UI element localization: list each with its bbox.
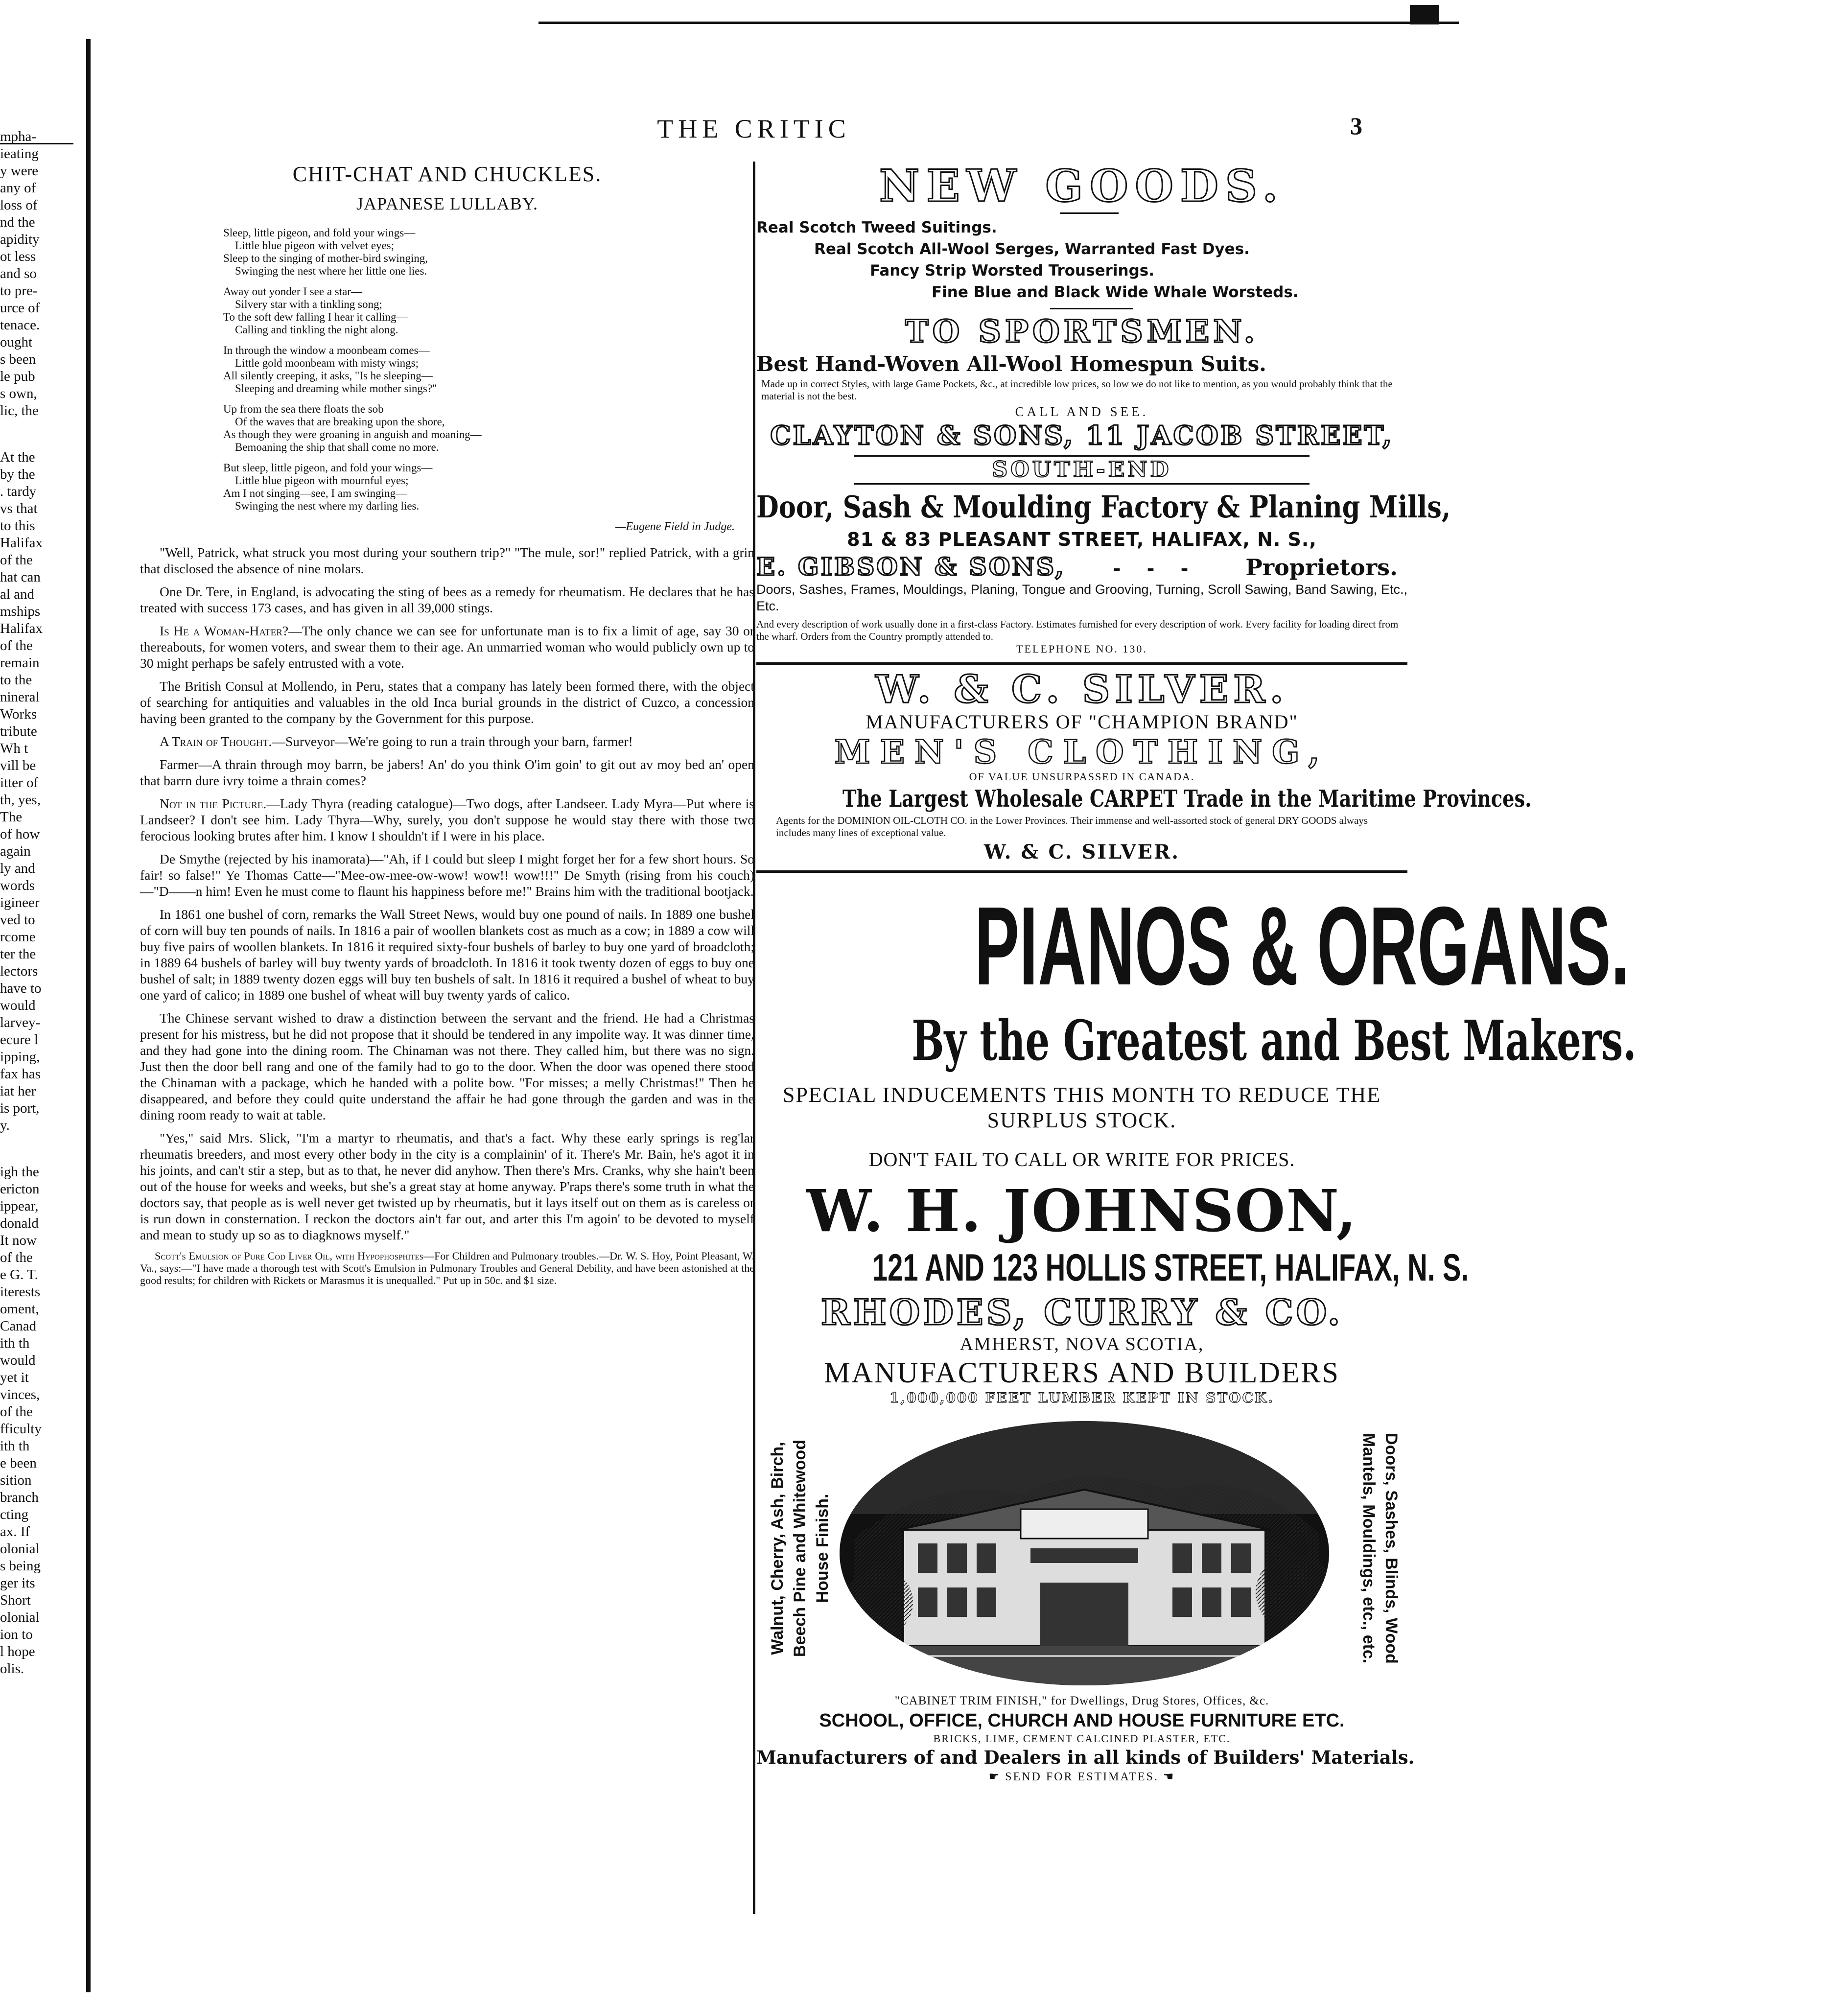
ad-gibson-proprietors: Proprietors. bbox=[1245, 554, 1398, 581]
fragment-line: by the bbox=[0, 467, 35, 482]
poem-title: JAPANESE LULLABY. bbox=[356, 194, 538, 213]
fragment-line: nd the bbox=[0, 214, 35, 230]
fragment-line: le pub bbox=[0, 369, 35, 384]
poem-line: Silvery star with a tinkling song; bbox=[235, 298, 382, 310]
poem-line: Sleep to the singing of mother-bird swinging, bbox=[223, 252, 428, 264]
fragment-line: would bbox=[0, 1353, 36, 1368]
ad-homespun: Best Hand-Woven All-Wool Homespun Suits. bbox=[756, 352, 1266, 376]
ad-new-goods bbox=[756, 162, 1407, 452]
fragment-line: of the bbox=[0, 638, 33, 653]
fragment-line: olis. bbox=[0, 1661, 24, 1677]
ad-line: Real Scotch All-Wool Serges, Warranted Fast Dyes. bbox=[814, 240, 1250, 258]
poem-line: To the soft dew falling I hear it calling— bbox=[223, 311, 408, 323]
ad-call: CALL AND SEE. bbox=[1015, 404, 1149, 419]
paragraph-bee-stings: One Dr. Tere, in England, is advocating the sting of bees as a remedy for rheumatism. He declares that he has treated with success 173 cases, and has given in all 39,000 stings. bbox=[140, 584, 754, 615]
fragment-line: mpha- bbox=[0, 129, 37, 144]
fragment-line: ipping, bbox=[0, 1049, 40, 1065]
fragment-line: y were bbox=[0, 163, 39, 179]
poem-line: Little gold moonbeam with misty wings; bbox=[235, 357, 419, 369]
paragraph-mrs-slick: "Yes," said Mrs. Slick, "I'm a martyr to rheumatis, and that's a fact. Why these early springs is reg'lar rheumatis breeders, and most every other body in the city is a complainin' of it. There's Mr. Bain, he's agot it in his joints, and can't stir a step, but as to that, he never did anyhow. Then there's Mrs. Cranks, why she hain't been out of the house for weeks and weeks, but she's a great stay at home anyway. P'raps there's some truth in what the doctors say, that people as is well never get twisted up by rheumatis, but it lays itself out on them as is careless or is run down in consternation. I reckon the doctors ain't far out, and arter this I'm agoin' to be devoted to myself and mean to study up so as to diagknows myself." bbox=[140, 1130, 754, 1242]
cropped-adjacent-column bbox=[0, 128, 83, 1678]
fragment-line: tribute bbox=[0, 723, 37, 739]
poem-line: But sleep, little pigeon, and fold your wings— bbox=[223, 462, 433, 474]
fragment-line: s been bbox=[0, 351, 36, 367]
fragment-line: any of bbox=[0, 180, 36, 196]
ad-rhodes-estimates: SEND FOR ESTIMATES. bbox=[1005, 1771, 1159, 1783]
ad-separator bbox=[756, 870, 1407, 873]
advertisements-column bbox=[756, 160, 1637, 1784]
fragment-line: Halifax bbox=[0, 535, 43, 551]
paragraph-heading: Is He a Woman-Hater? bbox=[160, 623, 289, 638]
fragment-line: would bbox=[0, 998, 36, 1013]
ad-rhodes-right-side-text: Doors, Sashes, Blinds, Wood Mantels, Mouldings, etc., etc. bbox=[1359, 1433, 1401, 1664]
ad-gibson-telephone: TELEPHONE NO. 130. bbox=[1016, 643, 1147, 655]
ad-rhodes-location: AMHERST, NOVA SCOTIA, bbox=[959, 1334, 1204, 1354]
ad-johnson-address-row bbox=[756, 1244, 1469, 1291]
fragment-line: yet it bbox=[0, 1370, 29, 1385]
fragment-line: of how bbox=[0, 826, 40, 842]
paragraph-chinese-servant: The Chinese servant wished to draw a distinction between the servant and the friend. He had a Christmas present for his mistress, but he did not propose that it should be tendered in any impolite way. It was dinner time, and they had gone into the dining room. The Chinaman was not there. They called him, but there was no sign. Just then the door bell rang and one of the family had to go to the door. When the door was opened there stood the Chinaman with a package, which he handed with a polite bow. "For misses; a melly Christmas!" Then he disappeared, and before they could quite understand the affair he had gone through the garden and was in the dining room ready to wait at table. bbox=[140, 1010, 754, 1122]
fragment-line: of the bbox=[0, 552, 33, 568]
fragment-line: iat her bbox=[0, 1083, 36, 1099]
fragment-line: s own, bbox=[0, 386, 37, 401]
ad-silver-carpet-row bbox=[756, 783, 1532, 815]
ad-clayton: CLAYTON & SONS, 11 JACOB STREET, bbox=[770, 420, 1394, 451]
ad-johnson-special: SPECIAL INDUCEMENTS THIS MONTH TO REDUCE THE SURPLUS STOCK. bbox=[782, 1083, 1381, 1132]
paragraph-picture bbox=[140, 795, 754, 844]
poem-line: All silently creeping, it asks, "Is he sleeping— bbox=[223, 370, 433, 382]
poem-line: Little blue pigeon with velvet eyes; bbox=[235, 239, 395, 252]
ad-gibson-headline bbox=[756, 488, 1451, 527]
ad-silver-value: OF VALUE UNSURPASSED IN CANADA. bbox=[969, 770, 1195, 783]
fragment-line: lectors bbox=[0, 963, 38, 979]
fragment-line: vill be bbox=[0, 758, 36, 773]
poem-stanza bbox=[223, 403, 754, 454]
fragment-line: ought bbox=[0, 334, 33, 350]
ad-south-end: SOUTH-END bbox=[854, 455, 1310, 485]
fragment-line: branch bbox=[0, 1490, 39, 1505]
fragment-line: mships bbox=[0, 604, 41, 619]
ad-silver-title: W. & C. SILVER. bbox=[875, 667, 1288, 712]
poem-line: Am I not singing—see, I am swinging— bbox=[223, 487, 407, 499]
ad-gibson-services: Doors, Sashes, Frames, Mouldings, Planing, Tongue and Grooving, Turning, Scroll Sawing, Band Sawing, Etc., Etc. bbox=[756, 582, 1407, 613]
fragment-line: ot less bbox=[0, 249, 36, 264]
fragment-line: vs that bbox=[0, 501, 38, 516]
ad-line: Fancy Strip Worsted Trouserings. bbox=[870, 262, 1154, 280]
paragraph-inca: The British Consul at Mollendo, in Peru, states that a company has lately been formed there, with the object of searching for antiquities and valuables in the old Inca burial grounds in the district of Cuzco, a concession having been granted to the company by the Government for this purpose. bbox=[140, 678, 754, 726]
ad-gibson-dashes: - - - bbox=[1113, 558, 1198, 580]
fragment-line: sition bbox=[0, 1472, 32, 1488]
divider bbox=[1050, 308, 1133, 309]
ad-johnson-makers-row bbox=[756, 1009, 1637, 1073]
ad-title-new-goods: NEW GOODS. bbox=[879, 160, 1285, 212]
poem-line: Swinging the nest where her little one lies. bbox=[235, 265, 427, 277]
ad-separator bbox=[756, 662, 1407, 665]
fragment-line: itter of bbox=[0, 775, 39, 791]
fragment-line: ax. If bbox=[0, 1524, 30, 1540]
fragment-line: iterests bbox=[0, 1284, 41, 1300]
paragraph-heading: A Train of Thought. bbox=[160, 734, 272, 749]
paragraph-train bbox=[140, 733, 754, 749]
fragment-line: igineer bbox=[0, 895, 40, 910]
ad-johnson-headline: PIANOS & ORGANS. bbox=[974, 884, 1630, 1008]
ad-johnson-headline-row bbox=[756, 884, 1630, 1008]
divider bbox=[1060, 212, 1119, 214]
poem-line: Bemoaning the ship that shall come no more. bbox=[235, 441, 439, 453]
paragraph-body: —For Children and Pulmonary troubles.—Dr. W. S. Hoy, Point Pleasant, W. Va., says:—"I have made a thorough test with Scott's Emulsion in Pulmonary Troubles and General Debility, and have been astonished at the good results; for children with Rickets or Marasmus it is unequalled." Put up in 50c. and $1 size. bbox=[140, 1250, 754, 1286]
fragment-line: l hope bbox=[0, 1644, 35, 1659]
ad-rhodes-lumber: 1,000,000 FEET LUMBER KEPT IN STOCK. bbox=[889, 1390, 1274, 1406]
fragment-line: At the bbox=[0, 449, 35, 465]
ad-title-sportsmen: TO SPORTSMEN. bbox=[905, 313, 1259, 350]
fragment-line: s being bbox=[0, 1558, 41, 1574]
fragment-line: e G. T. bbox=[0, 1267, 38, 1283]
poem-stanza bbox=[223, 227, 754, 278]
fragment-line: y. bbox=[0, 1118, 10, 1133]
ad-rhodes-furniture: SCHOOL, OFFICE, CHURCH AND HOUSE FURNITURE ETC. bbox=[819, 1710, 1345, 1731]
poem-stanza bbox=[223, 344, 754, 395]
poem-attribution: —Eugene Field in Judge. bbox=[615, 520, 735, 533]
ad-rhodes-cabinet: "CABINET TRIM FINISH," for Dwellings, Drug Stores, Offices, &c. bbox=[894, 1694, 1269, 1707]
poem-line: Swinging the nest where my darling lies. bbox=[235, 500, 420, 512]
fragment-line: ith th bbox=[0, 1438, 30, 1454]
fragment-line: Short bbox=[0, 1592, 31, 1608]
fragment-line: nineral bbox=[0, 689, 40, 705]
fragment-line: of the bbox=[0, 1404, 33, 1420]
paragraph-body: —The only chance we can see for unfortunate man is to fix a limit of age, say 30 or thereabouts, for women voters, and swear them to their age. An unmarried woman who would publicly own up to 30 might perhaps be safely entrusted with a vote. bbox=[140, 623, 754, 671]
ad-silver-signature: W. & C. SILVER. bbox=[983, 840, 1180, 863]
fragment-line: ecure l bbox=[0, 1032, 39, 1048]
fragment-line: ion to bbox=[0, 1627, 33, 1642]
fragment-line: is port, bbox=[0, 1100, 40, 1116]
ad-gibson-firm: E. GIBSON & SONS, bbox=[756, 552, 1066, 581]
fragment-line: have to bbox=[0, 980, 42, 996]
page-number: 3 bbox=[1350, 112, 1362, 140]
ad-silver-manufacturers: MANUFACTURERS OF "CHAMPION BRAND" bbox=[866, 711, 1298, 733]
masthead-title: THE CRITIC bbox=[657, 114, 851, 143]
poem-line: Up from the sea there floats the sob bbox=[223, 403, 384, 415]
fragment-line: tenace. bbox=[0, 317, 40, 333]
fragment-line: th, yes, bbox=[0, 792, 41, 808]
paragraph-patrick: "Well, Patrick, what struck you most during your southern trip?" "The mule, sor!" replied Patrick, with a grin that disclosed the absence of nine molars. bbox=[140, 545, 754, 576]
chit-chat-column bbox=[140, 162, 754, 1293]
poem-line: Little blue pigeon with mournful eyes; bbox=[235, 474, 409, 487]
fragment-line: ieating bbox=[0, 146, 39, 162]
section-title: CHIT-CHAT AND CHUCKLES. bbox=[292, 162, 602, 186]
fragment-line: again bbox=[0, 843, 31, 859]
fragment-line: It now bbox=[0, 1233, 37, 1248]
poem-stanza bbox=[223, 285, 754, 336]
paragraph-woman-hater bbox=[140, 623, 754, 671]
ad-rhodes-illustration-block bbox=[756, 1416, 1407, 1690]
fragment-line: to pre- bbox=[0, 283, 38, 299]
paragraph-body: —Lady Thyra (reading catalogue)—Two dogs, after Landseer. Lady Myra—Put where is Landseer? I don't see him. Lady Thyra—Why, surely, you don't suppose he would stay there with those two ferocious looking brutes after him. I know I shouldn't if I were in his place. bbox=[140, 796, 754, 843]
poem-line: In through the window a moonbeam comes— bbox=[223, 344, 430, 356]
fragment-line: al and bbox=[0, 586, 35, 602]
ad-gibson-headline-text: Door, Sash & Moulding Factory & Planing Mills, bbox=[756, 489, 1451, 525]
pointing-hand-icon: ☛ bbox=[988, 1771, 1001, 1783]
fragment-line: igh the bbox=[0, 1164, 39, 1180]
ad-johnson-address: 121 AND 123 HOLLIS STREET, HALIFAX, N. S. bbox=[872, 1246, 1469, 1289]
ad-line: Fine Blue and Black Wide Whale Worsteds. bbox=[932, 283, 1299, 301]
fragment-line: ippear, bbox=[0, 1198, 39, 1214]
ad-silver-agents: Agents for the DOMINION OIL-CLOTH CO. in the Lower Provinces. Their immense and well-assorted stock of general DRY GOODS always includes many lines of exceptional value. bbox=[776, 815, 1368, 839]
ad-johnson-name: W. H. JOHNSON, bbox=[806, 1177, 1357, 1245]
fragment-line: Works bbox=[0, 706, 37, 722]
fragment-line: ericton bbox=[0, 1181, 40, 1197]
fragment-line: fficulty bbox=[0, 1421, 42, 1437]
ad-gibson bbox=[756, 455, 1451, 655]
ad-gibson-firm-row bbox=[756, 552, 1407, 581]
fragment-line: larvey- bbox=[0, 1015, 41, 1030]
fragment-line: Canad bbox=[0, 1318, 37, 1334]
ad-rhodes-estimates-row bbox=[756, 1770, 1407, 1784]
fragment-line: oment, bbox=[0, 1301, 39, 1317]
fragment-line: remain bbox=[0, 655, 40, 671]
fragment-gap bbox=[0, 420, 83, 449]
ad-silver-carpet: The Largest Wholesale CARPET Trade in the Maritime Provinces. bbox=[842, 785, 1532, 813]
poem-line: Sleeping and dreaming while mother sings?" bbox=[235, 382, 437, 395]
ad-gibson-fine: And every description of work usually done in a first-class Factory. Estimates furnished for every description of work. Every facility for loading direct from the wharf. Orders from the Country promptly attended to. bbox=[756, 618, 1399, 642]
poem-stanza bbox=[223, 462, 754, 513]
poem-line: Calling and tinkling the night along. bbox=[235, 324, 398, 336]
fragment-line: vinces, bbox=[0, 1387, 40, 1402]
binding-rule bbox=[86, 39, 91, 1992]
poem-line: Away out yonder I see a star— bbox=[223, 285, 363, 298]
ad-johnson-dont-fail: DON'T FAIL TO CALL OR WRITE FOR PRICES. bbox=[868, 1148, 1295, 1170]
fragment-line: The bbox=[0, 809, 23, 825]
fragment-line: apidity bbox=[0, 232, 40, 247]
fragment-line: Wh t bbox=[0, 741, 28, 756]
ad-rhodes-bricks: BRICKS, LIME, CEMENT CALCINED PLASTER, ETC. bbox=[933, 1732, 1231, 1745]
fragment-line: and so bbox=[0, 266, 37, 281]
ad-rhodes-dealers: Manufacturers of and Dealers in all kinds of Builders' Materials. bbox=[756, 1747, 1415, 1768]
paragraph-prices: In 1861 one bushel of corn, remarks the Wall Street News, would buy one pound of nails. In 1889 one bushel of corn will buy ten pounds of nails. In 1816 a pair of woollen blankets cost as much as a cow; in 1889 a cow will buy five pairs of woollen blankets. In 1816 it required sixty-four bushels of barley to buy one yard of broadcloth; in 1889 64 bushels of barley will buy twenty yards of broadcloth. In 1816 it took twenty dozen of eggs to buy one bushel of salt; in 1889 twenty dozen eggs will buy ten bushels of salt. In 1816 it required a bushel of wheat to buy one yard of calico; in 1889 one bushel of wheat will buy twenty yards of calico. bbox=[140, 907, 754, 1003]
fragment-line: words bbox=[0, 878, 35, 893]
fragment-line: to this bbox=[0, 518, 35, 534]
fragment-line: of the bbox=[0, 1250, 33, 1265]
fragment-line: fax has bbox=[0, 1066, 41, 1082]
ad-fine-print: Made up in correct Styles, with large Game Pockets, &c., at incredible low prices, so low we do not like to mention, as you would probably think that the material is not the best. bbox=[761, 378, 1393, 402]
ad-rhodes bbox=[756, 1291, 1415, 1784]
fragment-line: to the bbox=[0, 672, 32, 688]
fragment-line: donald bbox=[0, 1215, 39, 1231]
fragment-line: Halifax bbox=[0, 621, 43, 636]
fragment-gap bbox=[0, 1134, 83, 1164]
paragraph-scotts-emulsion bbox=[140, 1250, 754, 1286]
fragment-line: . tardy bbox=[0, 484, 37, 499]
ad-johnson bbox=[756, 884, 1637, 1291]
ad-gibson-address: 81 & 83 PLEASANT STREET, HALIFAX, N. S., bbox=[847, 529, 1317, 550]
fragment-line: ly and bbox=[0, 861, 35, 876]
pointing-hand-icon: ☚ bbox=[1163, 1771, 1175, 1783]
fragment-line: cting bbox=[0, 1507, 28, 1522]
paragraph-farmer: Farmer—A thrain through moy barrn, be jabers! An' do you think O'im goin' to git out av moy bed an' open that barrn dure ivry toime a thrain comes? bbox=[140, 757, 754, 788]
ad-silver bbox=[756, 667, 1532, 865]
top-rule-thick bbox=[1410, 5, 1439, 24]
ad-rhodes-left-side-text: Walnut, Cherry, Ash, Birch, Beech Pine and Whitewood House Finish. bbox=[768, 1440, 832, 1657]
paragraph-heading: Scott's Emulsion of Pure Cod Liver Oil, with Hypophosphites bbox=[155, 1250, 424, 1262]
ad-rhodes-left-side bbox=[766, 1421, 832, 1676]
fragment-line: ved to bbox=[0, 912, 35, 928]
paragraph-heading: Not in the Picture. bbox=[160, 796, 267, 811]
fragment-line: hat can bbox=[0, 569, 41, 585]
ad-rhodes-right-side bbox=[1349, 1421, 1403, 1676]
poem-line: Of the waves that are breaking upon the shore, bbox=[235, 416, 445, 428]
fragment-line: ith th bbox=[0, 1335, 30, 1351]
fragment-line: olonial bbox=[0, 1541, 40, 1557]
fragment-line: urce of bbox=[0, 300, 40, 316]
fragment-line: ter the bbox=[0, 946, 36, 962]
ad-rhodes-manufacturers: MANUFACTURERS AND BUILDERS bbox=[824, 1356, 1340, 1389]
fragment-line: ger its bbox=[0, 1575, 35, 1591]
ad-silver-clothing: MEN'S CLOTHING, bbox=[834, 733, 1330, 771]
paragraph-body: —Surveyor—We're going to run a train through your barn, farmer! bbox=[272, 734, 633, 749]
ad-line: Real Scotch Tweed Suitings. bbox=[756, 219, 997, 236]
paragraph-de-smythe: De Smythe (rejected by his inamorata)—"Ah, if I could but sleep I might forget her for a few short hours. So fair! so false!" Ye Thomas Catte—"Mee-ow-mee-ow-wow! wow!! wow!!!" De Smyth (rising from his couch)—"D——n him! Even he must come to flaunt his happiness before me!" Brains him with the traditional bootjack. bbox=[140, 851, 754, 899]
fragment-line: rcome bbox=[0, 929, 36, 945]
ad-rhodes-title: RHODES, CURRY & CO. bbox=[820, 1291, 1343, 1333]
fragment-line: loss of bbox=[0, 197, 38, 213]
factory-illustration bbox=[835, 1416, 1334, 1690]
poem-line: Sleep, little pigeon, and fold your wings— bbox=[223, 227, 416, 239]
poem-line: As though they were groaning in anguish and moaning— bbox=[223, 428, 482, 441]
fragment-line: lic, the bbox=[0, 403, 39, 419]
fragment-line: olonial bbox=[0, 1610, 40, 1625]
fragment-line: e been bbox=[0, 1455, 37, 1471]
top-rule bbox=[538, 22, 1459, 24]
ad-johnson-makers: By the Greatest and Best Makers. bbox=[912, 1009, 1637, 1073]
